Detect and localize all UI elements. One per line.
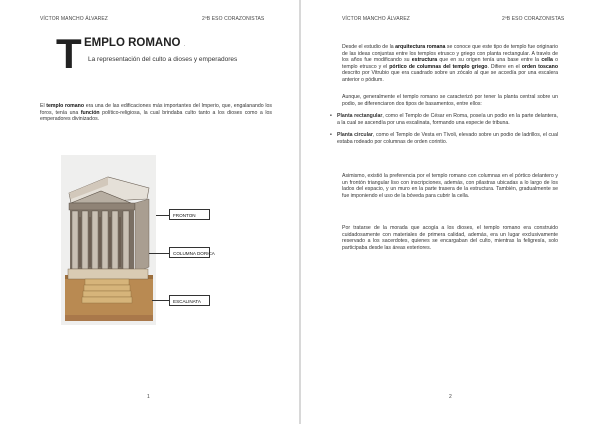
label-escalinata: ESCALINATA — [169, 295, 210, 306]
leader-line-columna — [149, 253, 169, 254]
temple-model-icon — [61, 155, 156, 325]
header-author: VÍCTOR MANCHO ÁLVAREZ — [40, 16, 108, 22]
page-one — [0, 0, 299, 424]
intro-paragraph: El templo romano era una de las edificaciones más importantes del Imperio, que, engalanando los foros, tenía una función político-religiosa, la cual brindaba culto tanto a los dioses como a los emperadores divinizados. — [40, 103, 273, 123]
leader-line-fronton — [156, 215, 169, 216]
paragraph-portico: Asimismo, existió la preferencia por el templo romano con columnas en el pórtico delantero y un frontón triangular liso con inscripciones, además, con pilastras ubicadas a lo largo de los lados del espacio, y un muro en la parte trasera de la estructura. También, gradualmente se fue imponiendo el uso de la bóveda para cubrir la cella. — [342, 173, 558, 199]
header-class: 2ºB ESO CORAZONISTAS — [202, 16, 265, 22]
page-number-one: 1 — [147, 394, 150, 400]
bullet-icon: • — [330, 113, 332, 119]
label-fronton: FRONTON — [169, 209, 210, 220]
header-author: VÍCTOR MANCHO ÁLVAREZ — [342, 16, 410, 22]
paragraph-dwelling: Por tratarse de la morada que acogía a los dioses, el templo romano era construido cuidadosamente con materiales de primera calidad, además, era un lugar exclusivamente reservado a los sacerdotes, quienes se encargaban del culto, mientras la feligresía, solo participaba desde las áreas exteriores. — [342, 225, 558, 251]
paragraph-origin: Desde el estudio de la arquitectura romana se conoce que este tipo de templo fue originario de las ideas conjuntas entre los templos etrusco y griego con planta rectangular. A través de los años fue modificando su estructura que en su origen tenía una base entre la cella o templo etrusco y el pórtico de columnas del templo griego. Difiere en el orden toscano descrito por Vitrubio que era cuadrado sobre un zócalo al que se accedía por una escalera anterior o pódium. — [342, 44, 559, 83]
basement-type-list — [330, 113, 558, 145]
label-columna-dorica: COLUMNA DORICA — [169, 247, 210, 258]
list-item — [330, 132, 558, 145]
bullet-text: Planta rectangular, como el Templo de César en Roma, poseía un podio en la parte delantera, a la cual se ascendía por una escalinata, formando una especie de tribuna. — [337, 113, 558, 126]
header-class: 2ºB ESO CORAZONISTAS — [502, 16, 565, 22]
title-text: EMPLO ROMANO — [84, 37, 181, 49]
list-item — [330, 113, 558, 126]
leader-line-escalinata — [152, 300, 169, 301]
page-subtitle: La representación del culto a dioses y emperadores — [88, 56, 238, 63]
title-mark: . — [183, 42, 186, 48]
title-dropcap: T — [56, 30, 82, 77]
bullet-text: Planta circular, como el Templo de Vesta en Tívoli, elevado sobre un podio de ladrillos, el cual estaba rodeado por columnas de orden corintio. — [337, 132, 558, 145]
temple-photo — [61, 155, 156, 325]
page-number-two: 2 — [449, 394, 452, 400]
bullet-icon: • — [330, 132, 332, 139]
page-title — [84, 37, 185, 49]
paragraph-types: Aunque, generalmente el templo romano se caracterizó por tener la planta central sobre un podio, se diferenciaron dos tipos de basamentos, entre ellos: — [342, 94, 558, 107]
